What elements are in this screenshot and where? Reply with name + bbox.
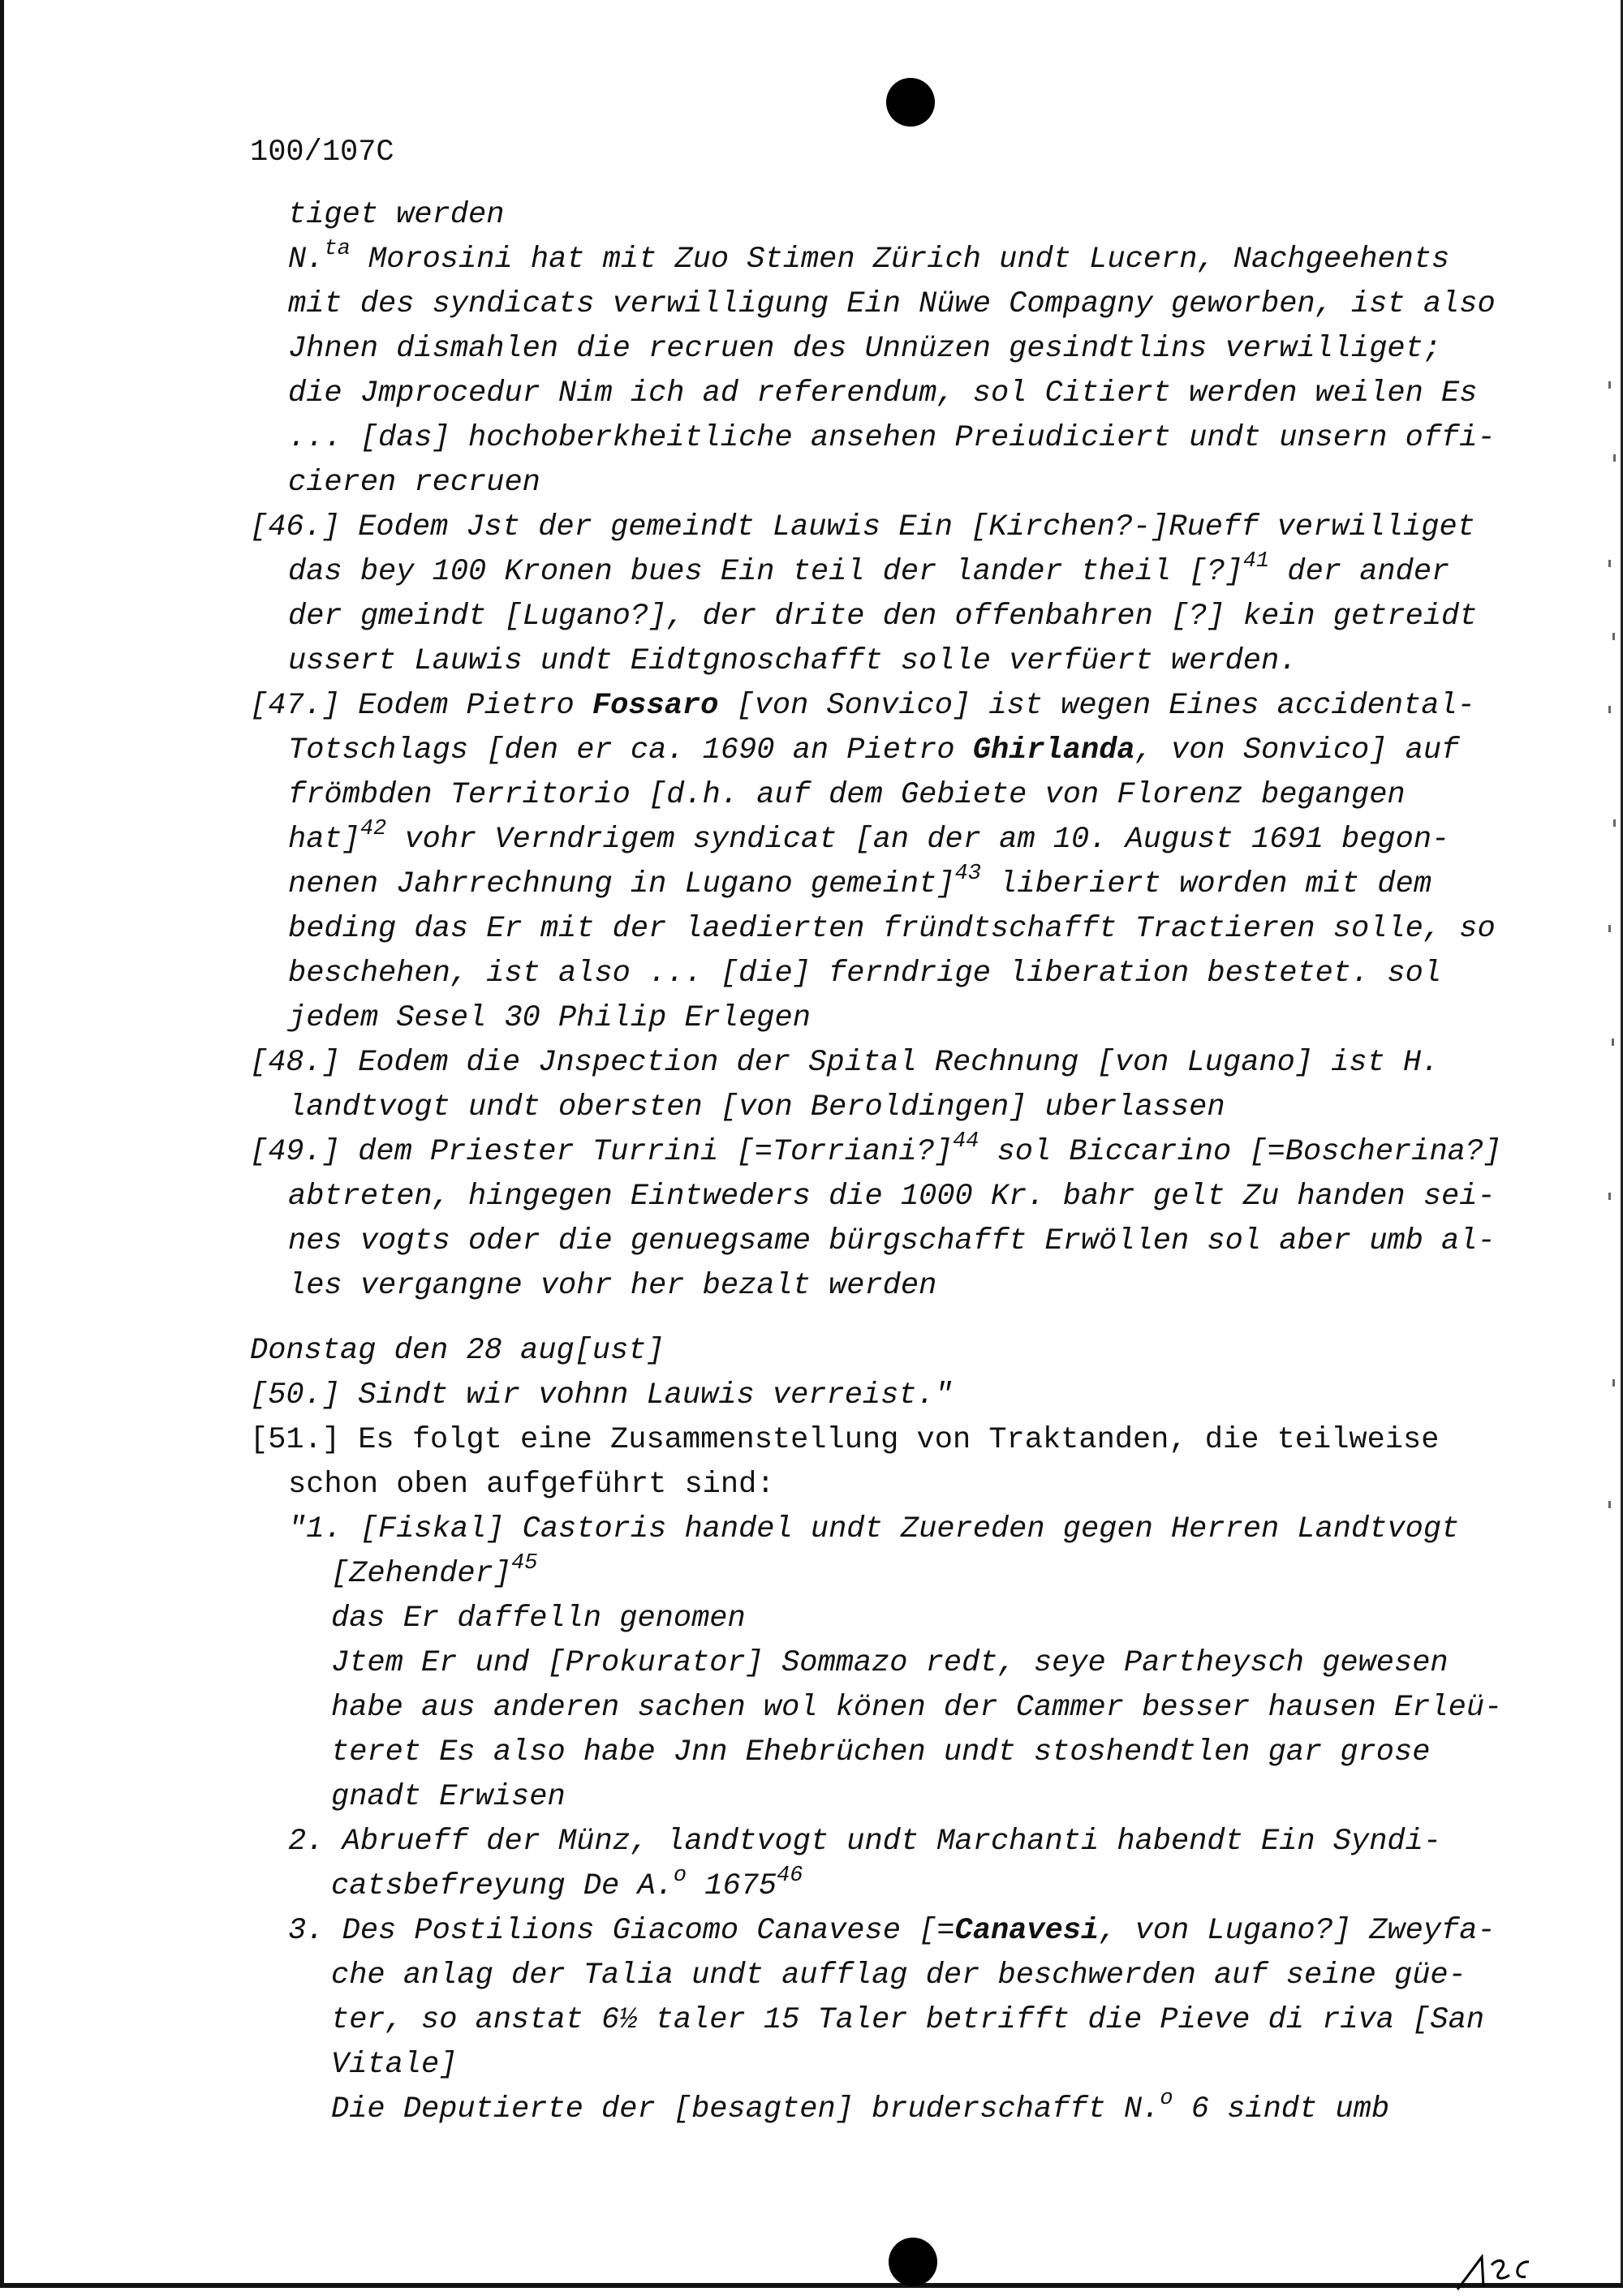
person-name: Canavesi xyxy=(954,1914,1100,1948)
text-line: die Jmprocedur Nim ich ad referendum, sol Citiert werden weilen Es xyxy=(288,376,1478,411)
text-line: hat]$^{42}$ vohr Verndrigem syndicat [an der am 10. August 1691 begon- xyxy=(288,817,1450,857)
text-line: beding das Er mit der laedierten fründtschafft Tractieren solle, so xyxy=(288,912,1496,946)
text-line: nes vogts oder die genuegsame bürgschafft Erwöllen sol aber umb al- xyxy=(288,1224,1496,1258)
text-line: teret Es also habe Jnn Ehebrüchen undt stoshendtlen gar grose xyxy=(331,1735,1431,1769)
item-1: "1. [Fiskal] Castoris handel undt Zuereden gegen Herren Landtvogt xyxy=(288,1512,1460,1546)
footnote-ref: 41 xyxy=(1242,549,1270,574)
text-line: ... [das] hochoberkheitliche ansehen Preiudiciert undt unsern offi- xyxy=(288,421,1496,455)
text-line: catsbefreyung De A.$^o$ 1675$^{46}$ xyxy=(331,1864,803,1903)
text-line: cieren recruen xyxy=(288,466,540,500)
text-line: beschehen, ist also ... [die] ferndrige liberation bestetet. sol xyxy=(288,957,1442,991)
footnote-ref: 44 xyxy=(952,1129,979,1154)
person-name: Ghirlanda xyxy=(972,733,1135,767)
entry-48: [48.] Eodem die Jnspection der Spital Rechnung [von Lugano] ist H. xyxy=(250,1046,1440,1080)
item-2: 2. Abrueff der Münz, landtvogt undt Marchanti habendt Ein Syndi- xyxy=(288,1825,1442,1859)
text-line: Vitale] xyxy=(331,2048,458,2082)
text-line: schon oben aufgeführt sind: xyxy=(288,1468,775,1502)
text-line: landtvogt undt obersten [von Beroldingen] uberlassen xyxy=(288,1090,1225,1124)
footnote-ref: 43 xyxy=(954,862,981,886)
text-line: das Er daffelln genomen xyxy=(331,1602,746,1636)
person-name: Fossaro xyxy=(592,689,719,723)
item-3: 3. Des Postilions Giacomo Canavese [=Canavesi, von Lugano?] Zweyfa- xyxy=(288,1914,1496,1948)
page-number-scribble xyxy=(1451,2247,1540,2296)
text-line: N.$^{ta}$ Morosini hat mit Zuo Stimen Zürich undt Lucern, Nachgeehents xyxy=(288,237,1450,277)
text-line: Totschlags [den er ca. 1690 an Pietro Ghirlanda, von Sonvico] auf xyxy=(288,733,1460,767)
footnote-ref: 46 xyxy=(777,1864,803,1888)
text-line: [Zehender]$^{45}$ xyxy=(331,1551,538,1591)
footnote-ref: 45 xyxy=(511,1551,538,1576)
text-line: mit des syndicats verwilligung Ein Nüwe Compagny geworben, ist also xyxy=(288,287,1496,321)
footnote-ref: 42 xyxy=(359,817,387,841)
text-line: les vergangne vohr her bezalt werden xyxy=(288,1269,937,1303)
text-line: ter, so anstat 6½ taler 15 Taler betrifft die Pieve di riva [San xyxy=(331,2003,1485,2037)
text-line: Jtem Er und [Prokurator] Sommazo redt, seye Partheysch gewesen xyxy=(331,1646,1449,1680)
doc-id: 100/107C xyxy=(250,135,394,170)
entry-47: [47.] Eodem Pietro Fossaro [von Sonvico] ist wegen Eines accidental- xyxy=(250,689,1475,723)
text-line: gnadt Erwisen xyxy=(331,1780,566,1814)
text-line: Die Deputierte der [besagten] bruderschafft N.$^o$ 6 sindt umb xyxy=(331,2087,1390,2126)
entry-50: [50.] Sindt wir vohnn Lauwis verreist." xyxy=(250,1378,953,1412)
date-heading: Donstag den 28 aug[ust] xyxy=(250,1334,665,1368)
text-line: nenen Jahrrechnung in Lugano gemeint]$^{43}$ liberiert worden mit dem xyxy=(288,862,1432,901)
text-line: der gmeindt [Lugano?], der drite den offenbahren [?] kein getreidt xyxy=(288,600,1478,634)
text-line: frömbden Territorio [d.h. auf dem Gebiete von Florenz begangen xyxy=(288,778,1406,812)
text-line: habe aus anderen sachen wol könen der Cammer besser hausen Erleü- xyxy=(331,1691,1503,1725)
text-line: tiget werden xyxy=(288,198,505,232)
text-line: das bey 100 Kronen bues Ein teil der lander theil [?]$^{41}$ der ander xyxy=(288,549,1450,589)
entry-51: [51.] Es folgt eine Zusammenstellung von Traktanden, die teilweise xyxy=(250,1423,1440,1457)
text-line: ussert Lauwis undt Eidtgnoschafft solle verfüert werden. xyxy=(288,644,1298,678)
text-line: che anlag der Talia undt aufflag der beschwerden auf seine güe- xyxy=(331,1958,1466,1993)
text-line: abtreten, hingegen Eintweders die 1000 Kr. bahr gelt Zu handen sei- xyxy=(288,1180,1496,1214)
text-line: Jhnen dismahlen die recruen des Unnüzen gesindtlins verwilliget; xyxy=(288,332,1442,366)
entry-46: [46.] Eodem Jst der gemeindt Lauwis Ein [Kirchen?-]Rueff verwilliget xyxy=(250,510,1475,544)
text-line: jedem Sesel 30 Philip Erlegen xyxy=(288,1001,811,1035)
entry-49: [49.] dem Priester Turrini [=Torriani?]$^{44}$ sol Biccarino [=Boscherina?] xyxy=(250,1129,1502,1169)
